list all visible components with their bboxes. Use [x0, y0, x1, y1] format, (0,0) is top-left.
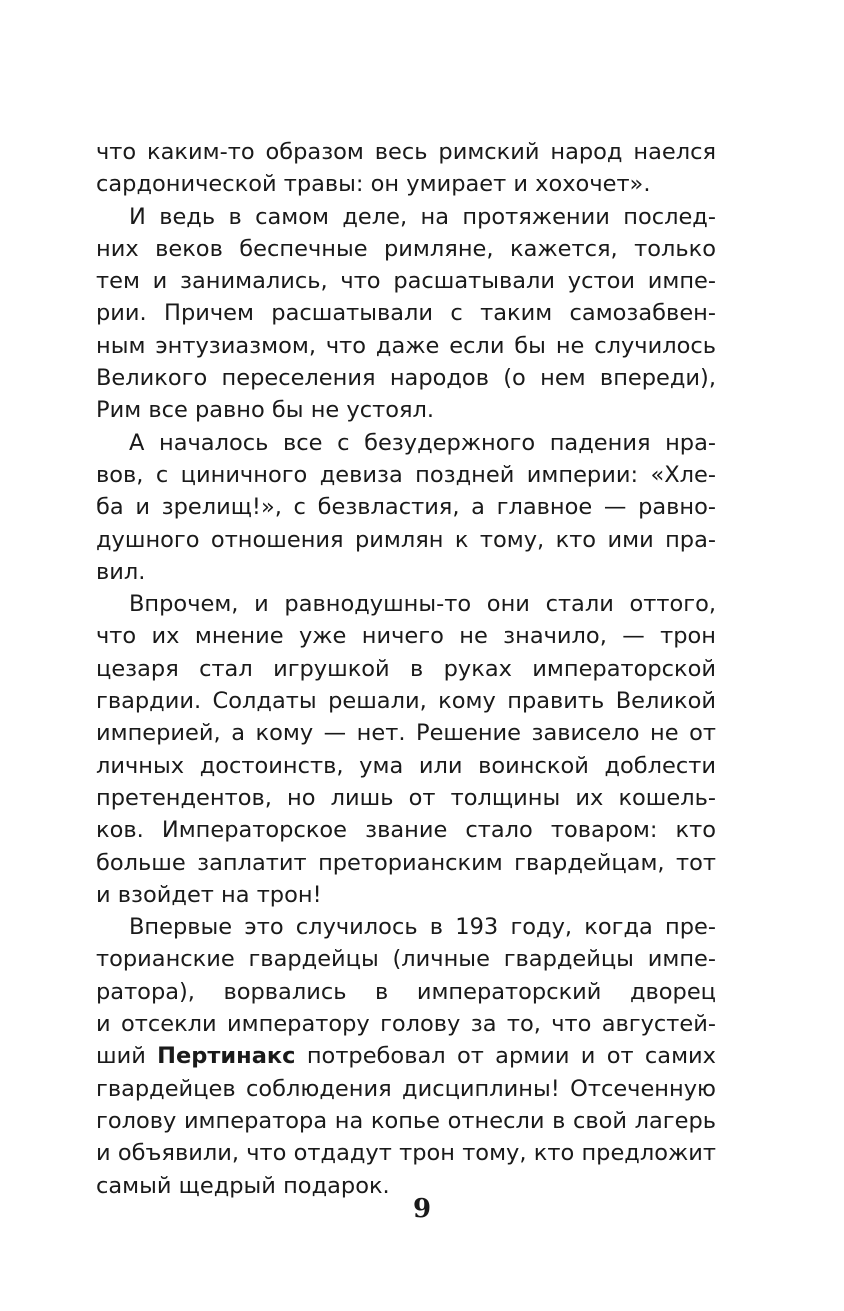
text-line: ным энтузиазмом, что даже если бы не случилось — [96, 332, 716, 359]
text-line: самый щедрый подарок. — [96, 1172, 390, 1199]
text-line: больше заплатит преторианским гвардейцам, тот — [96, 849, 716, 876]
text-line: и отсекли императору голову за то, что августей- — [96, 1011, 716, 1038]
text-line: И ведь в самом деле, на протяжении послед- — [129, 203, 716, 230]
text-line: империей, а кому — нет. Решение зависело не от — [96, 720, 716, 747]
text-line: торианские гвардейцы (личные гвардейцы импе- — [96, 946, 716, 973]
text-line: Великого переселения народов (о нем впереди), — [96, 365, 716, 392]
text-line: голову императора на копье отнесли в свой лагерь — [96, 1107, 716, 1134]
text-line: претендентов, но лишь от толщины их кошель- — [96, 784, 716, 811]
text-line: и взойдет на трон! — [96, 881, 322, 908]
text-line: ков. Императорское звание стало товаром: кто — [96, 817, 716, 844]
text-line: вов, с циничного девиза поздней империи: «Хле- — [96, 461, 716, 488]
text-line: и объявили, что отдадут трон тому, кто предложит — [96, 1140, 716, 1167]
text-line: гвардейцев соблюдения дисциплины! Отсеченную — [96, 1075, 716, 1102]
text-line: гвардии. Солдаты решали, кому править Великой — [96, 688, 716, 715]
text-line: ба и зрелищ!», с безвластия, а главное — равно- — [96, 494, 716, 521]
text-line: личных достоинств, ума или воинской доблести — [96, 752, 716, 779]
text-line: А началось все с безудержного падения нра- — [129, 429, 716, 456]
text-line: тем и занимались, что расшатывали устои импе- — [96, 268, 716, 295]
body-text — [96, 136, 716, 1202]
text-line: рии. Причем расшатывали с таким самозабвен- — [96, 300, 716, 327]
text-line: что каким-то образом весь римский народ наелся — [96, 139, 716, 165]
text-line: сардонической травы: он умирает и хохочет». — [96, 171, 651, 198]
text-line: них веков беспечные римляне, кажется, только — [96, 235, 716, 262]
text-line: Впервые это случилось в 193 году, когда пре- — [129, 914, 716, 941]
page-number: 9 — [412, 1194, 432, 1224]
text-line: Рим все равно бы не устоял. — [96, 397, 435, 424]
text-line: что их мнение уже ничего не значило, — трон — [96, 623, 716, 650]
text-line: Впрочем, и равнодушны-то они стали оттого, — [129, 591, 716, 618]
text-line: ратора), ворвались в императорский дворец — [96, 978, 716, 1005]
bold-name: Пертинакс — [157, 1043, 296, 1070]
text-line: цезаря стал игрушкой в руках императорской — [96, 655, 716, 682]
text-line: вил. — [96, 558, 146, 585]
text-line: ший Пертинакс потребовал от армии и от самих — [96, 1043, 716, 1070]
text-line: душного отношения римлян к тому, кто ими пра- — [96, 526, 716, 553]
